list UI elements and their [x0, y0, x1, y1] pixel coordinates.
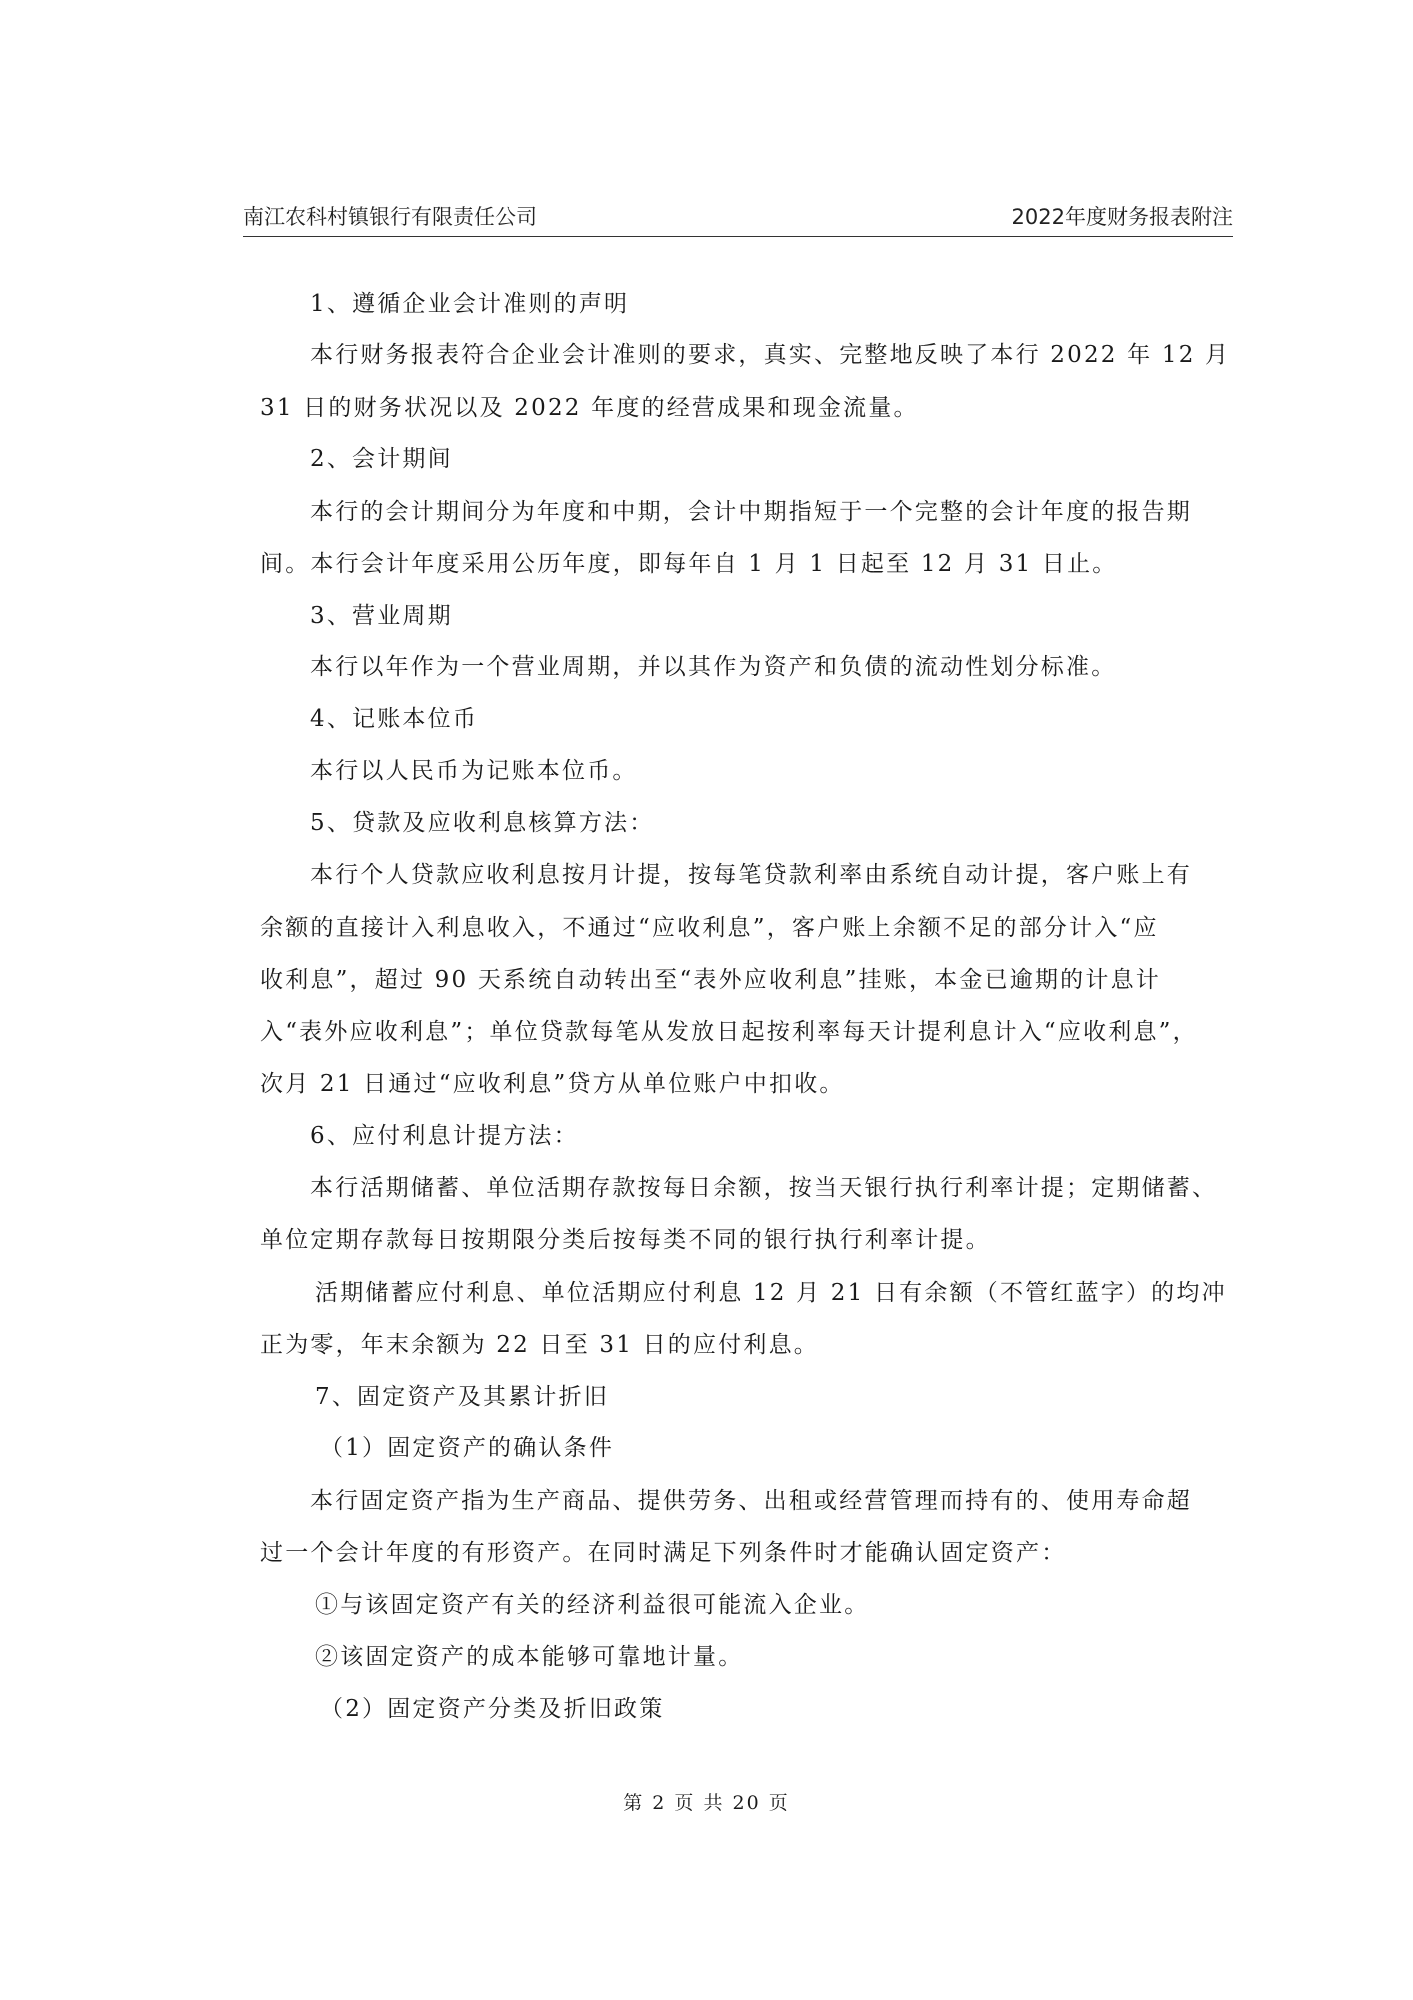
- subsection-heading: （2）固定资产分类及折旧政策: [320, 1696, 665, 1722]
- page-header: [243, 205, 1233, 235]
- paragraph-line: 本行的会计期间分为年度和中期，会计中期指短于一个完整的会计年度的报告期: [310, 499, 1192, 525]
- paragraph-line: 31 日的财务状况以及 2022 年度的经营成果和现金流量。: [260, 395, 919, 421]
- section-heading: 6、应付利息计提方法：: [310, 1123, 579, 1149]
- paragraph-line: 本行固定资产指为生产商品、提供劳务、出租或经营管理而持有的、使用寿命超: [310, 1488, 1192, 1514]
- paragraph-line: 间。本行会计年度采用公历年度，即每年自 1 月 1 日起至 12 月 31 日止。: [260, 551, 1118, 577]
- section-heading: 3、营业周期: [310, 603, 453, 629]
- paragraph-line: 入“表外应收利息”；单位贷款每笔从发放日起按利率每天计提利息计入“应收利息”，: [260, 1019, 1198, 1045]
- paragraph-line: 本行个人贷款应收利息按月计提，按每笔贷款利率由系统自动计提，客户账上有: [310, 862, 1192, 888]
- section-heading: 7、固定资产及其累计折旧: [315, 1384, 610, 1410]
- paragraph-line: 活期储蓄应付利息、单位活期应付利息 12 月 21 日有余额（不管红蓝字）的均冲: [315, 1280, 1227, 1306]
- header-divider: [243, 236, 1233, 237]
- list-item: ①与该固定资产有关的经济利益很可能流入企业。: [315, 1592, 870, 1618]
- company-name: 南江农科村镇银行有限责任公司: [243, 205, 537, 229]
- paragraph-line: 单位定期存款每日按期限分类后按每类不同的银行执行利率计提。: [260, 1227, 991, 1253]
- paragraph-line: 本行财务报表符合企业会计准则的要求，真实、完整地反映了本行 2022 年 12 月: [310, 342, 1231, 368]
- report-title: 2022年度财务报表附注: [1011, 205, 1233, 229]
- paragraph-line: 次月 21 日通过“应收利息”贷方从单位账户中扣收。: [260, 1071, 845, 1097]
- page-number: 第 2 页 共 20 页: [623, 1792, 790, 1814]
- section-heading: 4、记账本位币: [310, 706, 479, 732]
- section-heading: 2、会计期间: [310, 446, 453, 472]
- paragraph-line: 过一个会计年度的有形资产。在同时满足下列条件时才能确认固定资产：: [260, 1540, 1067, 1566]
- paragraph-line: 余额的直接计入利息收入，不通过“应收利息”，客户账上余额不足的部分计入“应: [260, 915, 1159, 941]
- paragraph-line: 本行以年作为一个营业周期，并以其作为资产和负债的流动性划分标准。: [310, 654, 1117, 680]
- subsection-heading: （1）固定资产的确认条件: [320, 1435, 615, 1461]
- section-heading: 5、贷款及应收利息核算方法：: [310, 810, 655, 836]
- paragraph-line: 正为零，年末余额为 22 日至 31 日的应付利息。: [260, 1332, 819, 1358]
- section-heading: 1、遵循企业会计准则的声明: [310, 291, 630, 317]
- list-item: ②该固定资产的成本能够可靠地计量。: [315, 1644, 744, 1670]
- paragraph-line: 本行以人民币为记账本位币。: [310, 758, 638, 784]
- paragraph-line: 本行活期储蓄、单位活期存款按每日余额，按当天银行执行利率计提；定期储蓄、: [310, 1175, 1218, 1201]
- paragraph-line: 收利息”，超过 90 天系统自动转出至“表外应收利息”挂账，本金已逾期的计息计: [260, 967, 1161, 993]
